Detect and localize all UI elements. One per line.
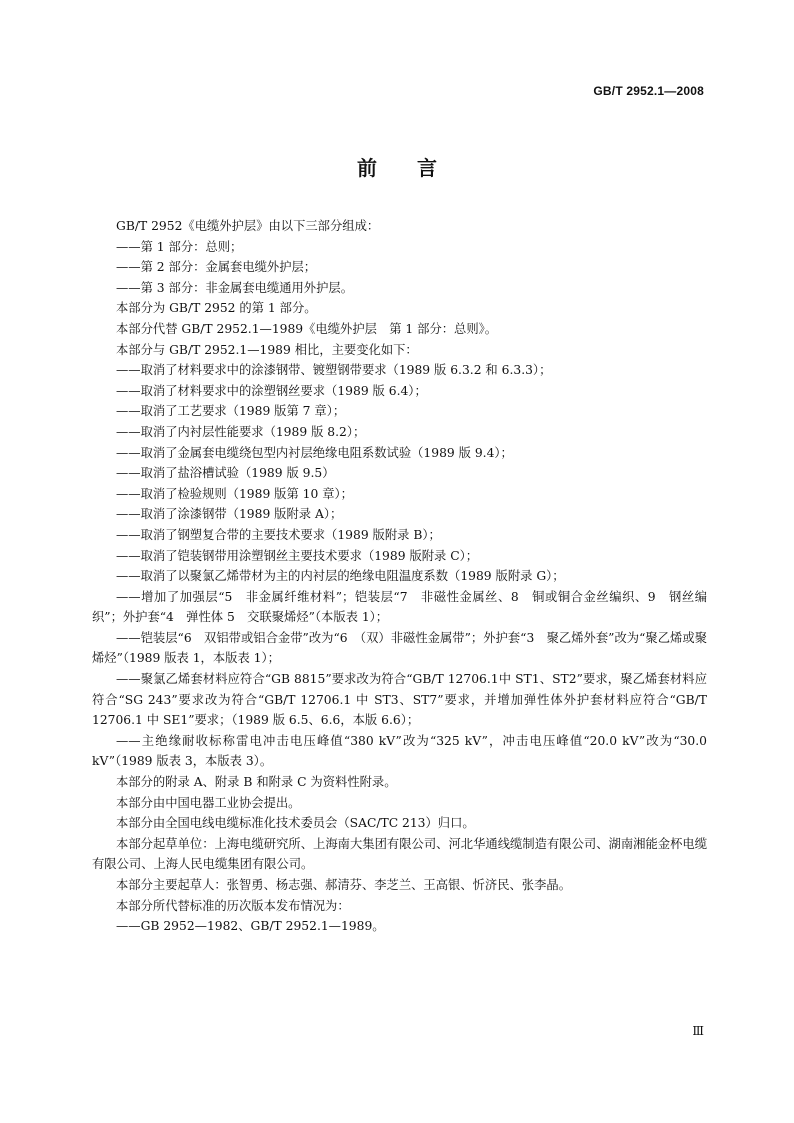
standard-number: GB/T 2952.1—2008 (593, 84, 704, 98)
list-item: ——增加了加强层“5 非金属纤维材料”；铠装层“7 非磁性金属丝、8 铜或铜合金丝编织、9 钢丝编织”；外护套“4 弹性体 5 交联聚烯烃”（本版表 1）； (92, 589, 707, 625)
paragraph: 本部分所代替标准的历次版本发布情况为： (116, 898, 350, 913)
list-item: ——取消了材料要求中的涂塑钢丝要求（1989 版 6.4）； (116, 383, 427, 398)
paragraph: 本部分起草单位：上海电缆研究所、上海南大集团有限公司、河北华通线缆制造有限公司、湖南湘能金杯电缆有限公司、上海人民电缆集团有限公司。 (92, 836, 707, 872)
list-item: ——聚氯乙烯套材料应符合“GB 8815”要求改为符合“GB/T 12706.1中 ST1、ST2”要求，聚乙烯套材料应符合“SG 243”要求改为符合“GB/T 12706.1 中 ST3、ST7”要求，并增加弹性体外护套材料应符合“GB/T 12706.1 中 SE1”要求；（1989 版 6.5、6.6，本版 6.6）； (92, 672, 707, 728)
list-item: ——取消了金属套电缆绕包型内衬层绝缘电阻系数试验（1989 版 9.4）； (116, 445, 513, 460)
list-item: ——主绝缘耐收标称雷电冲击电压峰值“380 kV”改为“325 kV”，冲击电压峰值“20.0 kV”改为“30.0 kV”（1989 版表 3，本版表 3）。 (92, 733, 707, 769)
list-item: ——取消了工艺要求（1989 版第 7 章）； (116, 404, 346, 419)
list-item: ——铠装层“6 双铝带或铝合金带”改为“6 （双）非磁性金属带”；外护套“3 聚乙烯外套”改为“聚乙烯或聚烯烃”（1989 版表 1，本版表 1）； (92, 630, 707, 666)
list-item: ——取消了涂漆钢带（1989 版附录 A）； (116, 507, 343, 522)
paragraph: 本部分的附录 A、附录 B 和附录 C 为资料性附录。 (116, 775, 397, 790)
list-item: ——取消了钢塑复合带的主要技术要求（1989 版附录 B）； (116, 527, 441, 542)
list-item: ——取消了内衬层性能要求（1989 版 8.2）； (116, 424, 366, 439)
list-item: ——取消了盐浴槽试验（1989 版 9.5） (116, 466, 335, 481)
page-title: 前言 (357, 156, 477, 180)
paragraph: 本部分代替 GB/T 2952.1—1989《电缆外护层 第 1 部分：总则》。 (116, 321, 498, 336)
list-item: ——第 3 部分：非金属套电缆通用外护层。 (116, 280, 353, 295)
foreword-body (92, 216, 707, 937)
list-item: ——取消了铠装钢带用涂塑钢丝主要技术要求（1989 版附录 C）； (116, 548, 479, 563)
list-item: ——第 1 部分：总则； (116, 239, 243, 254)
paragraph: 本部分与 GB/T 2952.1—1989 相比，主要变化如下： (116, 342, 418, 357)
page-number: Ⅲ (692, 1024, 704, 1038)
paragraph: 本部分主要起草人：张智勇、杨志强、郝清芬、李芝兰、王高银、忻济民、张李晶。 (116, 878, 571, 892)
paragraph: 本部分由中国电器工业协会提出。 (116, 795, 301, 810)
list-item: ——GB 2952—1982、GB/T 2952.1—1989。 (116, 919, 385, 934)
list-item: ——第 2 部分：金属套电缆外护层； (116, 260, 317, 275)
paragraph: 本部分为 GB/T 2952 的第 1 部分。 (116, 301, 317, 316)
list-item: ——取消了以聚氯乙烯带材为主的内衬层的绝缘电阻温度系数（1989 版附录 G）； (116, 569, 565, 584)
paragraph: 本部分由全国电线电缆标准化技术委员会（SAC/TC 213）归口。 (116, 816, 475, 831)
paragraph: GB/T 2952《电缆外护层》由以下三部分组成： (116, 219, 380, 233)
list-item: ——取消了材料要求中的涂漆钢带、镀塑钢带要求（1989 版 6.3.2 和 6.3.3）； (116, 363, 552, 378)
list-item: ——取消了检验规则（1989 版第 10 章）； (116, 486, 353, 501)
